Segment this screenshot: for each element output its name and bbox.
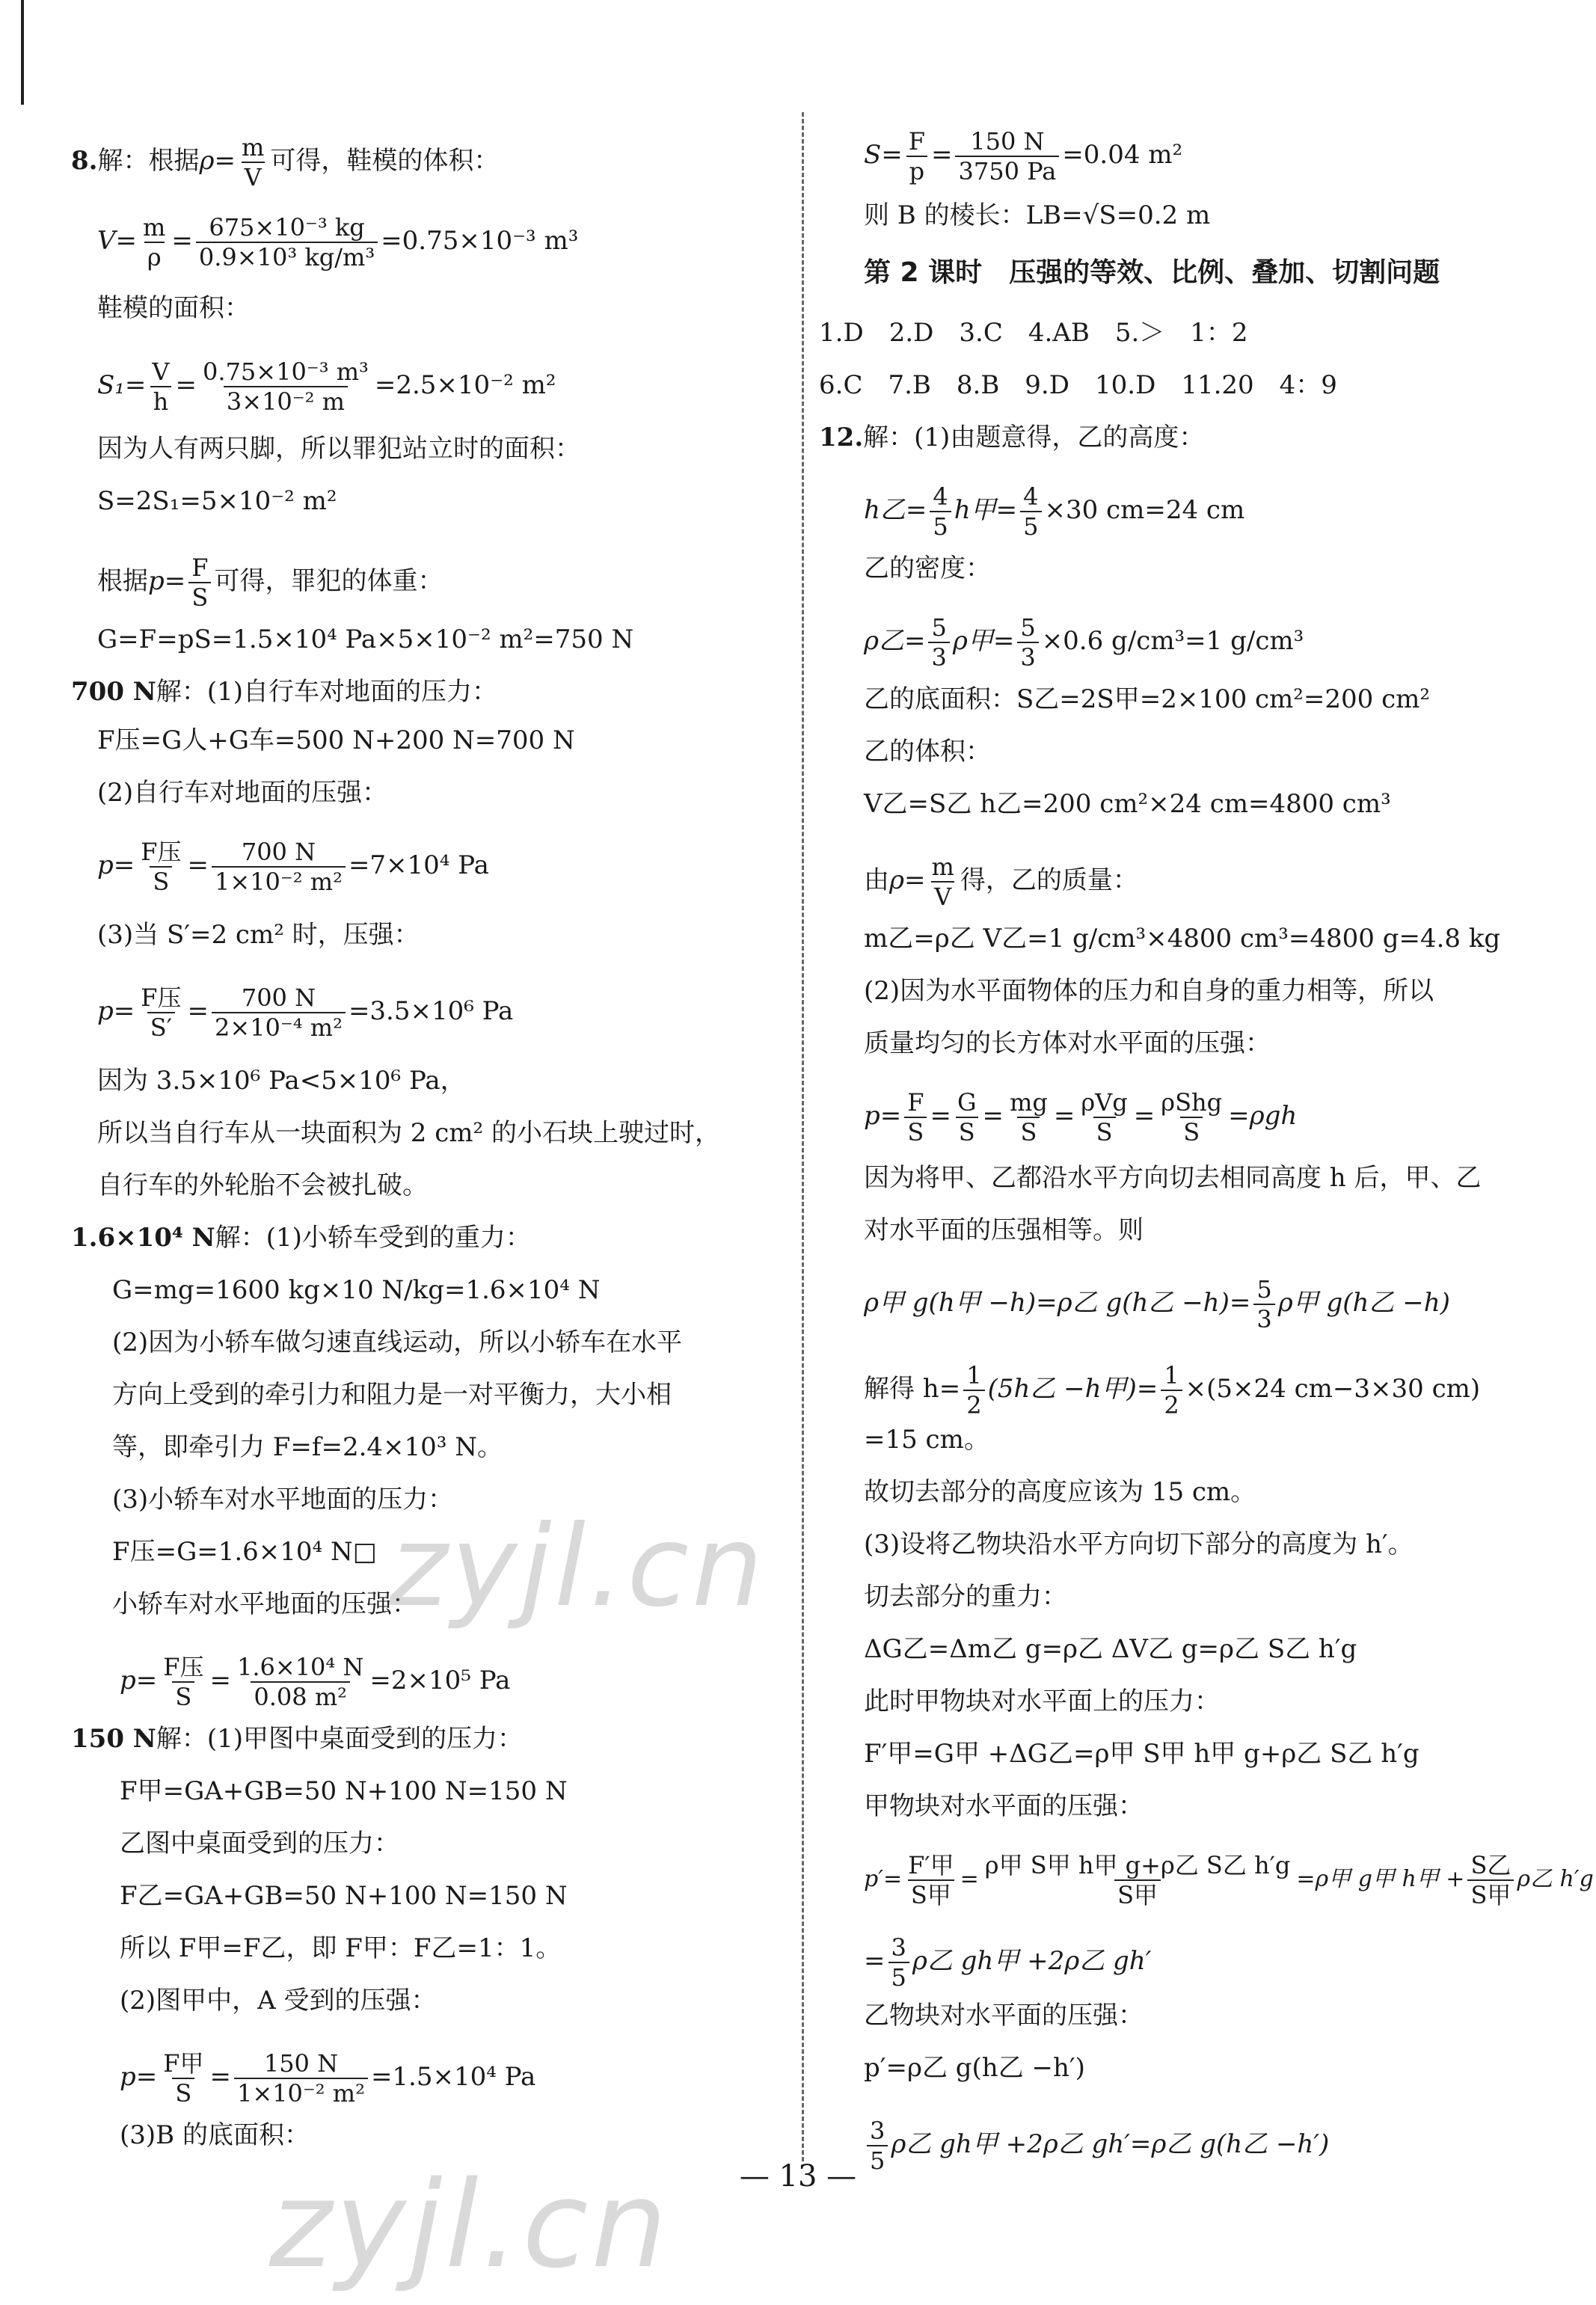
watermark-bottom: zyjl.cn: [269, 2155, 670, 2295]
q12-cut-b: 对水平面的压强相等。则: [864, 1215, 1144, 1245]
q12-press-jia2-label: 甲物块对水平面的压强：: [864, 1791, 1144, 1821]
q9-pressure: p= $\frac{\text{F压}}{S}$ = $\frac{700 N}{\text{1×10⁻² m²}}$ =7×10⁴ Pa: [97, 838, 489, 896]
q10-pressure: p= $\frac{\text{F压}}{S}$ = $\frac{\text{1.6×10⁴ N}}{\text{0.08 m²}}$ =2×10⁵ Pa: [120, 1653, 511, 1711]
q11-pressure: p= $\frac{\text{F甲}}{S}$ = $\frac{150 N}{\text{1×10⁻² m²}}$ =1.5×10⁴ Pa: [120, 2049, 536, 2108]
q8-volume-formula: V= $\frac{m}{\rho}$ = $\frac{\text{675×10⁻³ kg}}{\text{0.9×10³ kg/m³}}$ =0.75×10⁻³ m³: [97, 213, 579, 271]
q8-number: 8.: [71, 146, 98, 176]
q12-delta-g: ΔG乙=Δm乙 g=ρ乙 ΔV乙 g=ρ乙 S乙 h′g: [864, 1634, 1357, 1664]
q12-solve: 解得 h= $\frac{1}{2}$ (5h乙 −h甲)= $\frac{1}{2}$ ×(5×24 cm−3×30 cm): [864, 1361, 1481, 1419]
fraction: $\frac{m}{V}$: [241, 133, 265, 191]
q9-part1: 700 N解：(1)自行车对地面的压力：: [71, 677, 498, 707]
q11-ratio: 所以 F甲=F乙，即 F甲：F乙=1：1。: [120, 1933, 562, 1963]
q12-part2-a: (2)因为水平面物体的压力和自身的重力相等，所以: [864, 976, 1434, 1006]
q10-part2-a: (2)因为小轿车做匀速直线运动，所以小轿车在水平: [112, 1328, 683, 1357]
q8-feet-text: 因为人有两只脚，所以罪犯站立时的面积：: [97, 434, 580, 464]
q10-force: F压=G=1.6×10⁴ N□: [112, 1537, 377, 1567]
b-area-formula: S= $\frac{F}{p}$ = $\frac{150 N}{3750 Pa}$ =0.04 m²: [864, 127, 1183, 185]
q12-density-label: 乙的密度：: [864, 553, 991, 583]
page-number: — 13 —: [739, 2159, 857, 2194]
q12-p-prime-2: = $\frac{3}{5}$ ρ乙 gh甲 +2ρ乙 gh′: [864, 1933, 1152, 1992]
watermark-mid: zyjl.cn: [389, 1502, 767, 1632]
q12-f-prime: F′甲=G甲 +ΔG乙=ρ甲 S甲 h甲 g+ρ乙 S乙 h′g: [864, 1739, 1419, 1769]
q12-p-prime: p′= $\frac{\text{F′甲}}{\text{S甲}}$ = $\frac{\text{ρ甲 S甲 h甲 g+ρ乙 S乙 h′g}}{\text{S甲}}$ =ρ甲 g甲 h甲 + $\frac{\text{S乙}}{\text{S甲}}$ ρ乙 h′g: [864, 1851, 1594, 1909]
q12-press-jia-label: 此时甲物块对水平面上的压力：: [864, 1686, 1220, 1716]
q12-equation: ρ甲 g(h甲 −h)=ρ乙 g(h乙 −h)= $\frac{5}{3}$ ρ甲 g(h乙 −h): [864, 1275, 1450, 1333]
q9-part2: (2)自行车对地面的压强：: [97, 778, 388, 808]
q11-part1-b: 乙图中桌面受到的压力：: [120, 1829, 399, 1859]
q8-area-formula: S₁= $\frac{V}{h}$ = $\frac{\text{0.75×10⁻³ m³}}{\text{3×10⁻² m}}$ =2.5×10⁻² m²: [97, 357, 556, 416]
answers-row-2: 6.C 7.B 8.B 9.D 10.D 11.20 4：9: [819, 370, 1337, 400]
q12-solve-result: =15 cm。: [864, 1425, 989, 1455]
q12-height: h乙= $\frac{4}{5}$ h甲= $\frac{4}{5}$ ×30 cm=24 cm: [864, 482, 1245, 541]
q9-compare: 因为 3.5×10⁶ Pa<5×10⁶ Pa，: [97, 1066, 466, 1096]
q11-part2: (2)图甲中，A 受到的压强：: [120, 1986, 437, 2016]
q10-part3: (3)小轿车对水平地面的压力：: [112, 1485, 454, 1514]
q11-part1: 150 N解：(1)甲图中桌面受到的压力：: [71, 1724, 524, 1754]
q9-conclusion-2: 自行车的外轮胎不会被扎破。: [97, 1170, 428, 1200]
column-divider: [802, 112, 804, 2161]
q12-press-yi-label: 乙物块对水平面的压强：: [864, 2001, 1144, 2031]
q11-force-yi: F乙=GA+GB=50 N+100 N=150 N: [120, 1881, 568, 1911]
q12-pressure-chain: p= $\frac{F}{S}$ = $\frac{G}{S}$ = $\frac{mg}{S}$ = $\frac{\text{ρVg}}{S}$ = $\frac{\text{ρShg}}{S}$ =ρgh: [864, 1088, 1298, 1147]
q12-volume-label: 乙的体积：: [864, 737, 991, 767]
q9-part3: (3)当 S′=2 cm² 时，压强：: [97, 920, 420, 950]
q12-mass-intro: 由ρ= $\frac{m}{V}$ 得，乙的质量：: [864, 853, 1138, 911]
b-edge-length: 则 B 的棱长：LB=√S=0.2 m: [864, 200, 1211, 230]
q12-cut-a: 因为将甲、乙都沿水平方向切去相同高度 h 后，甲、乙: [864, 1163, 1482, 1193]
section-heading: 第 2 课时 压强的等效、比例、叠加、切割问题: [864, 257, 1440, 288]
q9-force: F压=G人+G车=500 N+200 N=700 N: [97, 725, 575, 755]
q12-part3: (3)设将乙物块沿水平方向切下部分的高度为 h′。: [864, 1529, 1414, 1559]
q10-part2-c: 等，即牵引力 F=f=2.4×10³ N。: [112, 1432, 503, 1462]
q10-part1: 1.6×10⁴ N解：(1)小轿车受到的重力：: [71, 1223, 531, 1253]
q12-final-equation: $\frac{3}{5}$ ρ乙 gh甲 +2ρ乙 gh′=ρ乙 g(h乙 −h′): [864, 2117, 1329, 2175]
q11-force-jia: F甲=GA+GB=50 N+100 N=150 N: [120, 1776, 568, 1806]
q8-area-label: 鞋模的面积：: [97, 293, 250, 323]
q12-density: ρ乙= $\frac{5}{3}$ ρ甲= $\frac{5}{3}$ ×0.6 g/cm³=1 g/cm³: [864, 613, 1304, 672]
q10-gravity: G=mg=1600 kg×10 N/kg=1.6×10⁴ N: [112, 1275, 601, 1305]
q8-weight: G=F=pS=1.5×10⁴ Pa×5×10⁻² m²=750 N: [97, 624, 634, 654]
q12-cut-height: 故切去部分的高度应该为 15 cm。: [864, 1477, 1256, 1507]
q12-part2-b: 质量均匀的长方体对水平面的压强：: [864, 1028, 1271, 1058]
q10-part4: 小轿车对水平地面的压强：: [112, 1589, 417, 1619]
q8-total-area: S=2S₁=5×10⁻² m²: [97, 486, 337, 516]
q12-p-yi: p′=ρ乙 g(h乙 −h′): [864, 2053, 1085, 2083]
q10-part2-b: 方向上受到的牵引力和阻力是一对平衡力，大小相: [112, 1380, 672, 1410]
q12-cut-weight-label: 切去部分的重力：: [864, 1582, 1067, 1612]
q11-part3: (3)B 的底面积：: [120, 2120, 310, 2150]
q8-weight-intro: 根据p= $\frac{F}{S}$ 可得，罪犯的体重：: [97, 553, 443, 612]
q8-intro: 8.解：根据ρ= $\frac{m}{V}$ 可得，鞋模的体积：: [71, 133, 500, 191]
q12-mass: m乙=ρ乙 V乙=1 g/cm³×4800 cm³=4800 g=4.8 kg: [864, 924, 1501, 954]
q12-volume: V乙=S乙 h乙=200 cm²×24 cm=4800 cm³: [864, 789, 1391, 819]
page-number-value: 13: [779, 2159, 817, 2194]
q9-conclusion-1: 所以当自行车从一块面积为 2 cm² 的小石块上驶过时，: [97, 1118, 720, 1148]
margin-bar: [21, 0, 24, 105]
answers-row-1: 1.D 2.D 3.C 4.AB 5.＞ 1：2: [819, 318, 1248, 348]
q12-part1: 12.解：(1)由题意得，乙的高度：: [819, 423, 1205, 452]
q9-pressure2: p= $\frac{\text{F压}}{S'}$ = $\frac{700 N}{\text{2×10⁻⁴ m²}}$ =3.5×10⁶ Pa: [97, 983, 514, 1042]
q12-base-area: 乙的底面积：S乙=2S甲=2×100 cm²=200 cm²: [864, 684, 1431, 714]
